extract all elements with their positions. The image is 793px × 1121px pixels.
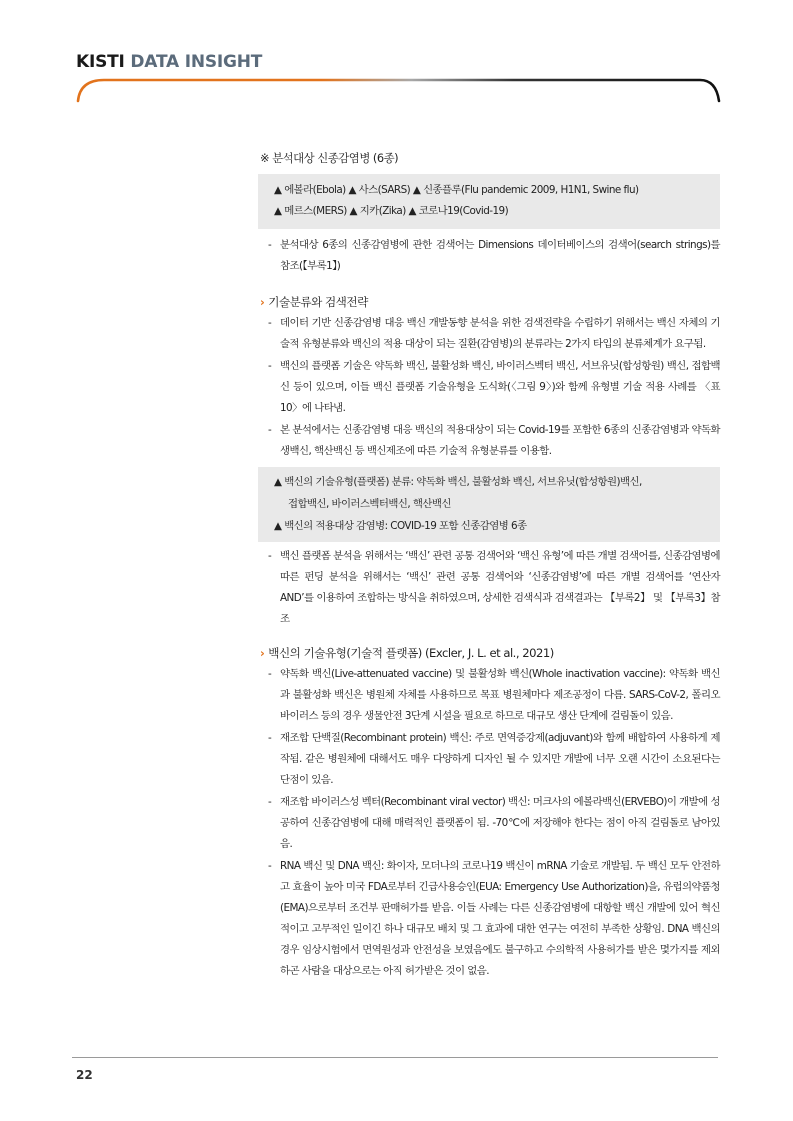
dash-marker: - [268, 424, 272, 436]
section-heading [260, 642, 720, 664]
footer-divider [72, 1057, 718, 1058]
brand-data-insight: DATA INSIGHT [130, 52, 263, 72]
section-heading [260, 291, 720, 313]
disease-box-row: ▲ 에볼라(Ebola) ▲ 사스(SARS) ▲ 신종플루(Flu pandemic 2009, H1N1, Swine flu) [274, 184, 639, 196]
main-content [258, 150, 720, 983]
disease-box-row: ▲ 메르스(MERS) ▲ 지카(Zika) ▲ 코로나19(Covid-19) [274, 205, 509, 217]
section1-bullet [258, 313, 720, 355]
bullet-text: 백신 플랫폼 분석을 위해서는 ‘백신’ 관련 공통 검색어와 ‘백신 유형’에 따른 개별 검색어를, 신종감염병에 따른 펀딩 분석을 위해서는 ‘백신’ 관련 공통 검색어와 ‘신종감염병’에 따른 개별 검색어를 ‘연산자 AND’를 이용하여 조합하는 방식을 취하였으며, 상세한 검색식과 검색결과는 【부록2】 및 【부록3】참조 [280, 550, 720, 625]
section1-bullet [258, 546, 720, 630]
brand-kisti: KISTI [76, 52, 125, 72]
vaccine-type-box [258, 467, 720, 542]
dash-marker: - [268, 550, 272, 562]
chevron-right-icon: › [260, 295, 265, 309]
section2-bullet [258, 664, 720, 727]
bullet-text: 약독화 백신(Live-attenuated vaccine) 및 불활성화 백신(Whole inactivation vaccine): 약독화 백신과 불활성화 백신은 병원체 자체를 사용하므로 목표 병원체마다 제조공정이 다름. SARS-CoV-2, 폴리오바이러스 등의 경우 생물안전 3단계 시설을 필요로 하므로 대규모 생산 단계에 걸림돌이 있음. [280, 668, 720, 722]
dash-marker: - [268, 239, 272, 251]
note-title: ※ 분석대상 신종감염병 (6종) [260, 151, 399, 165]
section-title: 백신의 기술유형(기술적 플랫폼) (Excler, J. L. et al., 2021) [268, 646, 554, 660]
bullet-text: 백신의 플랫폼 기술은 약독화 백신, 불활성화 백신, 바이러스벡터 백신, 서브유닛(합성항원) 백신, 접합백신 등이 있으며, 이들 백신 플랫폼 기술유형을 도식화(〈그림 9〉)와 함께 유형별 기술 적용 사례를 〈표 10〉에 나타냄. [280, 360, 720, 414]
dash-marker: - [268, 796, 272, 808]
vaccine-box-row: ▲ 백신의 적용대상 감염병: COVID-19 포함 신종감염병 6종 [274, 520, 527, 532]
bullet-text: 데이터 기반 신종감염병 대응 백신 개발동향 분석을 위한 검색전략을 수립하기 위해서는 백신 자체의 기술적 유형분류와 백신의 적용 대상이 되는 질환(감염병)의 분류라는 2가지 타입의 분류체계가 요구됨. [280, 317, 720, 350]
bullet-text: 본 분석에서는 신종감염병 대응 백신의 적용대상이 되는 Covid-19를 포함한 6종의 신종감염병과 약독화 생백신, 핵산백신 등 백신제조에 따른 기술적 유형분류를 이용함. [280, 424, 720, 457]
disease-box [258, 174, 720, 229]
dash-marker: - [268, 317, 272, 329]
vaccine-box-row: 접합백신, 바이러스벡터백신, 핵산백신 [288, 498, 451, 510]
header-decorative-line [0, 0, 793, 110]
section2-bullet [258, 856, 720, 982]
note-bullet [258, 235, 720, 277]
bullet-text: RNA 백신 및 DNA 백신: 화이자, 모더나의 코로나19 백신이 mRNA 기술로 개발됨. 두 백신 모두 안전하고 효율이 높아 미국 FDA로부터 긴급사용승인(EUA: Emergency Use Authorization)을, 유럽의약품청(EMA)으로부터 조건부 판매허가를 받음. 이들 사례는 다른 신종감염병에 대항할 백신 개발에 있어 혁신적이고 고무적인 일이긴 하나 대규모 배치 및 그 효과에 대한 연구는 여전히 부족한 상황임. DNA 백신의 경우 임상시험에서 면역원성과 안전성을 보였음에도 불구하고 수의학적 사용허가를 받은 몇가지를 제외하곤 사람을 대상으로는 아직 허가받은 것이 없음. [280, 860, 720, 977]
section1-bullet [258, 420, 720, 462]
dash-marker: - [268, 732, 272, 744]
dash-marker: - [268, 668, 272, 680]
section1-bullet [258, 356, 720, 419]
page-number: 22 [76, 1068, 93, 1082]
chevron-right-icon: › [260, 646, 265, 660]
note-bullet-text: 분석대상 6종의 신종감염병에 관한 검색어는 Dimensions 데이터베이스의 검색어(search strings)를 참조(【부록1】) [280, 239, 720, 272]
bullet-text: 재조합 바이러스성 벡터(Recombinant viral vector) 백신: 머크사의 에볼라백신(ERVEBO)이 개발에 성공하여 신종감염병에 대해 매력적인 플랫폼이 됨. -70℃에 저장해야 한다는 점이 아직 걸림돌로 남아있음. [280, 796, 720, 850]
section-title: 기술분류와 검색전략 [268, 295, 368, 309]
dash-marker: - [268, 360, 272, 372]
section2-bullet [258, 792, 720, 855]
dash-marker: - [268, 860, 272, 872]
bullet-text: 재조합 단백질(Recombinant protein) 백신: 주로 면역증강제(adjuvant)와 함께 배합하여 사용하게 제작됨. 같은 병원체에 대해서도 매우 다양하게 디자인 될 수 있지만 개발에 너무 오랜 시간이 소요된다는 단점이 있음. [280, 732, 720, 786]
section2-bullet [258, 728, 720, 791]
vaccine-box-row: ▲ 백신의 기술유형(플랫폼) 분류: 약독화 백신, 불활성화 백신, 서브유닛(합성항원)백신, [274, 476, 642, 488]
